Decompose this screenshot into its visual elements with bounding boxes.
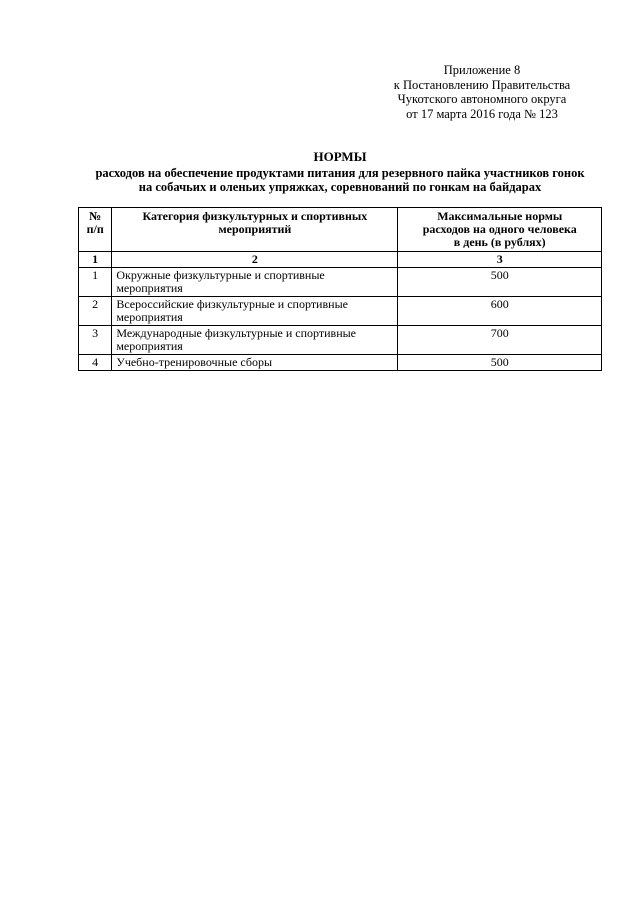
norms-table	[78, 207, 602, 371]
row-category: Окружные физкультурные и спортивные мероприятия	[112, 268, 398, 297]
column-index: 2	[112, 252, 398, 268]
column-index-row	[79, 252, 602, 268]
row-number: 4	[79, 355, 112, 371]
document-title	[70, 150, 610, 195]
annex-reference	[362, 63, 602, 121]
page-title: НОРМЫ	[313, 149, 367, 164]
row-number: 2	[79, 297, 112, 326]
row-category: Всероссийские физкультурные и спортивные мероприятия	[112, 297, 398, 326]
title-subline-2: на собачьих и оленьих упряжках, соревнований по гонкам на байдарах	[138, 180, 542, 194]
row-value: 500	[398, 355, 602, 371]
row-category: Учебно-тренировочные сборы	[112, 355, 398, 371]
annex-number: Приложение 8	[443, 63, 521, 77]
column-index: 1	[79, 252, 112, 268]
row-value: 700	[398, 326, 602, 355]
table-header-row	[79, 208, 602, 252]
table-row	[79, 355, 602, 371]
header-number: № п/п	[79, 208, 112, 252]
table-row	[79, 297, 602, 326]
annex-region: Чукотского автономного округа	[397, 92, 567, 106]
row-number: 3	[79, 326, 112, 355]
row-number: 1	[79, 268, 112, 297]
row-category: Международные физкультурные и спортивные мероприятия	[112, 326, 398, 355]
column-index: 3	[398, 252, 602, 268]
header-category: Категория физкультурных и спортивных мероприятий	[112, 208, 398, 252]
table-row	[79, 268, 602, 297]
table-row	[79, 326, 602, 355]
row-value: 600	[398, 297, 602, 326]
annex-date: от 17 марта 2016 года № 123	[406, 106, 558, 121]
row-value: 500	[398, 268, 602, 297]
title-subline-1: расходов на обеспечение продуктами питания для резервного пайка участников гонок	[95, 165, 585, 180]
header-max-norm: Максимальные нормы расходов на одного человека в день (в рублях)	[398, 208, 602, 252]
annex-decree: к Постановлению Правительства	[393, 77, 571, 92]
